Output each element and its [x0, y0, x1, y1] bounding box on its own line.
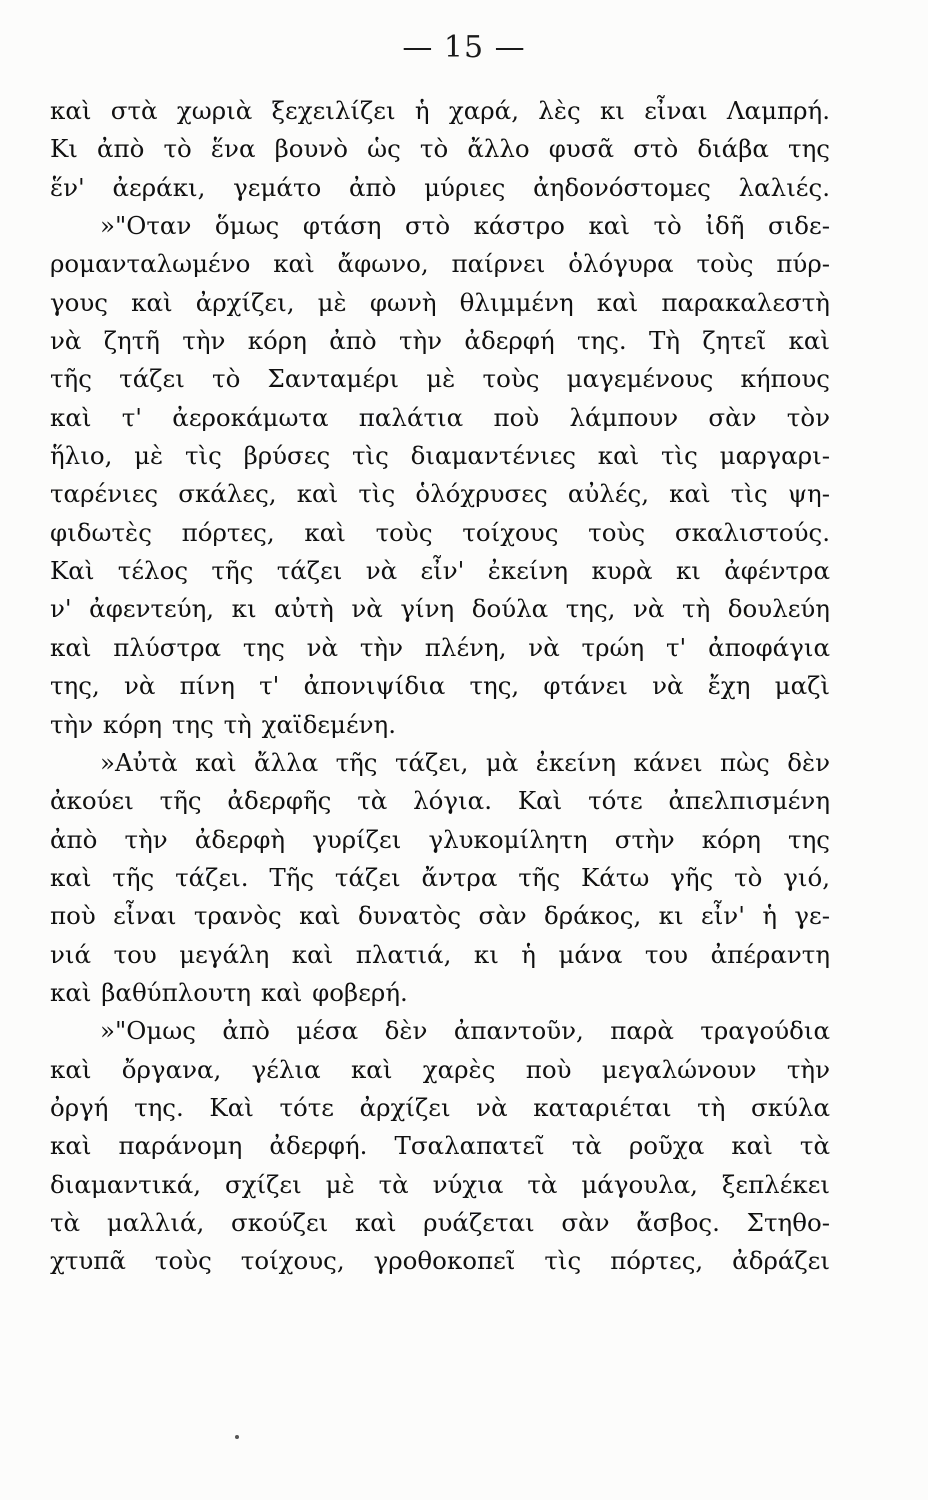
text-line: ἀκούει τῆς ἀδερφῆς τὰ λόγια. Καὶ τότε ἀπελπισμένη	[50, 786, 830, 816]
text-line: καὶ παράνομη ἀδερφή. Τσαλαπατεῖ τὰ ροῦχα καὶ τὰ	[50, 1131, 830, 1161]
text-line: καὶ τ' ἀεροκάμωτα παλάτια ποὺ λάμπουν σὰν τὸν	[50, 402, 830, 432]
text-line: καὶ στὰ χωριὰ ξεχειλίζει ἡ χαρά, λὲς κι εἶναι Λαμπρή.	[50, 96, 830, 125]
text-line: Καὶ τέλος τῆς τάζει νὰ εἶν' ἐκείνη κυρὰ κι ἀφέντρα	[50, 556, 830, 586]
text-line: γους καὶ ἀρχίζει, μὲ φωνὴ θλιμμένη καὶ παρακαλεστὴ	[50, 287, 830, 317]
page-number: — 15 —	[402, 30, 526, 65]
text-line: ἕν' ἀεράκι, γεμάτο ἀπὸ μύριες ἀηδονόστομες λαλιές.	[50, 172, 830, 202]
text-line: ταρένιες σκάλες, καὶ τὶς ὁλόχρυσες αὐλές, καὶ τὶς ψη-	[50, 479, 830, 509]
ink-speck	[235, 1435, 239, 1439]
text-line: χτυπᾶ τοὺς τοίχους, γροθοκοπεῖ τὶς πόρτες, ἀδράζει	[50, 1246, 830, 1276]
text-line: διαμαντικά, σχίζει μὲ τὰ νύχια τὰ μάγουλα, ξεπλέκει	[50, 1169, 830, 1199]
text-line: Κι ἀπὸ τὸ ἕνα βουνὸ ὡς τὸ ἄλλο φυσᾶ στὸ διάβα της	[50, 134, 830, 164]
text-line: ἥλιο, μὲ τὶς βρύσες τὶς διαμαντένιες καὶ τὶς μαργαρι-	[50, 441, 830, 471]
text-line: καὶ πλύστρα της νὰ τὴν πλένη, νὰ τρώη τ' ἀποφάγια	[50, 632, 830, 662]
text-line: νὰ ζητῆ τὴν κόρη ἀπὸ τὴν ἀδερφή της. Τὴ ζητεῖ καὶ	[50, 326, 830, 356]
text-line: καὶ ὄργανα, γέλια καὶ χαρὲς ποὺ μεγαλώνουν τὴν	[50, 1054, 830, 1084]
text-line: τῆς τάζει τὸ Σανταμέρι μὲ τοὺς μαγεμένους κήπους	[50, 364, 830, 394]
text-line: ὀργή της. Καὶ τότε ἀρχίζει νὰ καταριέται τὴ σκύλα	[50, 1092, 830, 1122]
text-line: καὶ βαθύπλουτη καὶ φοβερή.	[50, 977, 408, 1007]
text-line: τὴν κόρη της τὴ χαϊδεμένη.	[50, 709, 397, 739]
text-line: ν' ἀφεντεύη, κι αὐτὴ νὰ γίνη δούλα της, νὰ τὴ δουλεύη	[50, 594, 830, 624]
text-line: ρομανταλωμένο καὶ ἄφωνο, παίρνει ὁλόγυρα τοὺς πύρ-	[50, 249, 830, 279]
text-line: φιδωτὲς πόρτες, καὶ τοὺς τοίχους τοὺς σκαλιστούς.	[50, 517, 830, 547]
text-line: »"Οταν ὅμως φτάση στὸ κάστρο καὶ τὸ ἰδῆ σιδε-	[100, 211, 830, 241]
text-line: ποὺ εἶναι τρανὸς καὶ δυνατὸς σὰν δράκος, κι εἶν' ἡ γε-	[50, 901, 830, 931]
text-line: τὰ μαλλιά, σκούζει καὶ ρυάζεται σὰν ἄσβος. Στηθο-	[50, 1207, 830, 1237]
text-line: της, νὰ πίνη τ' ἀπονιψίδια της, φτάνει νὰ ἔχη μαζὶ	[50, 671, 830, 701]
text-line: καὶ τῆς τάζει. Τῆς τάζει ἄντρα τῆς Κάτω γῆς τὸ γιό,	[50, 862, 830, 892]
text-line: ἀπὸ τὴν ἀδερφὴ γυρίζει γλυκομίλητη στὴν κόρη της	[50, 824, 830, 854]
text-line: »Αὐτὰ καὶ ἄλλα τῆς τάζει, μὰ ἐκείνη κάνει πὼς δὲν	[100, 747, 830, 777]
text-line: »"Ομως ἀπὸ μέσα δὲν ἀπαντοῦν, παρὰ τραγούδια	[100, 1016, 830, 1046]
body-text	[50, 92, 830, 1281]
text-line: νιά του μεγάλη καὶ πλατιά, κι ἡ μάνα του ἀπέραντη	[50, 939, 830, 969]
